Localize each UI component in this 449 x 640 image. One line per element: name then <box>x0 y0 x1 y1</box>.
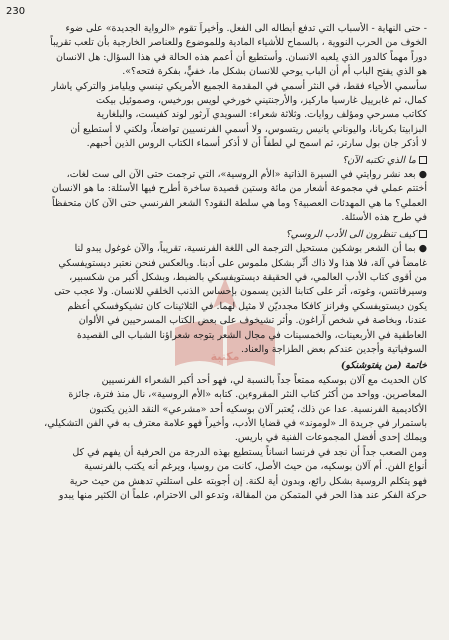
text-line: من أقوى كتاب الأدب العالمي، في الحقيقة ديستويفسكي بالضبط، وبشكل أكبر من شكسبير، <box>69 271 427 283</box>
text-line: أنواع الفن. أم آلان بوسكيه، من حيث الأصل، كانت من روسيا، ويرغم أنه يكتب بالفرنسية <box>84 461 427 473</box>
text-line: دوراً مهماً كالدور الذي يلعبه الانسان. وأستطيع أن أعمم هذه الحالة في هذا السؤال: هل الانسان <box>55 51 427 63</box>
page-body <box>20 22 427 636</box>
text-line: وسيرفانتس، وغوته، أثر على كتابنا الذين يسمون بإحساس الذنب الخلقي للانسان. ولا عجب حتى <box>54 286 427 298</box>
text-line: ككاتب مسرحي ومؤلف روايات. وثلاثة شعراء: السويدي آرثور لوند كفيست، والبلغارية <box>96 109 427 121</box>
text-line: العملي؟ ما هي المهدئات العصبية؟ وما هي سلطة النقود؟ الشعر الفرنسي حتى الآن كان متحفظاً <box>52 197 427 209</box>
question-heading: كيف تنظرون الى الأدب الروسي؟ <box>20 228 427 242</box>
text-line: لا أذكر جان بول سارتر، ثم اسمح لي لطفاً أن لا أذكر أسماء الكتاب الروس الذين أحبهم. <box>86 138 427 150</box>
text-line: كمال، ثم غابرييل غارسيا ماركيز، والأرجنتيني خورخي لويس بورخيس، وصموئيل بيكت <box>95 95 427 107</box>
text-line: يكون ديستويفسكي وفرانز كافكا مجدديّن لا مثيل لهما. في الثلاثينات كان تشيكوفسكي أعظم <box>67 300 427 312</box>
watermark-text: مكتبة <box>210 350 240 363</box>
text-line: ● بما أن الشعر بوشكين مستحيل الترجمة الى اللغة الفرنسية، تقريباً، والآن غوغول يبدو لنا <box>74 243 427 255</box>
text-line: البزابيتا بكريانا، واليوناني يانيس ريتسوس، ولا أسمي الفرنسيين تواضعاً، ولكني لا أستطيع أن <box>70 123 427 135</box>
square-bullet-icon <box>419 230 427 238</box>
text-line: حركة الفكر عند هذا الحر في المتمكن من المقالة، وتدعو الى الاحترام، علماً ان الكثير منها يبدو <box>58 490 427 501</box>
text-line: الخوف من الحرب النووية ، بالسماح للأشياء المادية وللموضوع وللعناصر الخارجية بأن تلعب تقريباً <box>50 37 427 49</box>
text-line: عندنا، وبخاصة في شخص آراغون. وأثر تشيخوف على بعض الكتاب المسرحيين في الألوان <box>78 315 427 327</box>
text-line: باستمرار في جريدة الـ «لوموند» في قضايا الأدب، وأخيراً فهو علامة معترف به في الفن التشكيلي، <box>44 417 427 429</box>
text-line: العاطفية في الأربعينات، والخمسينات في مجال الشعر يتوجه شعراؤنا الشباب الى القصيدة <box>76 329 427 341</box>
text-line: هو الذي يفتح الباب أم أن الباب يوحي للانسان بشكل ما، خفيٍّ، بفكرة فتحه؟». <box>122 66 427 78</box>
text-line: ● بعد نشر روايتي في السيرة الذاتية «الأم الروسية»، التي ترجمت حتى الآن الى ست لغات، <box>66 169 427 181</box>
text-line: ويملك إحدى أفضل المجموعات الفنية في باريس. <box>234 432 427 444</box>
square-bullet-icon <box>419 156 427 164</box>
text-line: - حتى النهاية - الأسباب التي تدفع أبطاله الى الفعل. وأخيراً تقوم «الرواية الجديدة» على ضوء <box>65 23 427 34</box>
question-heading: ما الذي تكتبه الآن؟ <box>20 154 427 168</box>
text-line: كان الحديث مع آلان بوسكيه ممتعاً جداً بالنسبة لي، فهو أحد أكبر الشعراء الفرنسيين <box>101 374 427 386</box>
text-line: المعاصرين. وواحد من أكثر كتاب النثر المقروءين. كتابه «الأم الروسية»، نال منذ فترة، جائزة <box>68 389 427 401</box>
text-line: سأسمي الأحياء فقط، في النثر أسمي في المقدمة الجميع الأمريكي تينسي ويليامز والتركي ياشار <box>51 80 427 92</box>
text-line: غامضاً في آلة، فلا هذا ولا ذاك أثّر بشكل ملموس على أدبنا. وبالعكس فنحن نعتبر ديستويفسكي <box>58 257 427 269</box>
text-line: ومن الصعب جداً أن نجد في فرنسا انساناً يستطيع بهذه الدرجة من الحرفية أن يفهم في كل <box>72 446 427 458</box>
text-line: الأكاديمية الفرنسية. عدا عن ذلك، يُعتبر آلان بوسكيه أحد «مشرعي» النقد الذين يكتبون <box>89 403 427 415</box>
text-line: في طرح هذه الأسئلة. <box>341 212 427 224</box>
text-line: السوفياتية وأجدين عندكم بعض الطزاجة والعناد. <box>240 343 427 355</box>
text-line: أختتم عملي في مجموعة أشعار من مائة وستين قصيدة ساخرة أطرح فيها الأسئلة: ما هو الانسان <box>51 183 427 195</box>
page-number: 230 <box>6 6 26 17</box>
text-line: فهو يتكلم الروسية بشكل رائع، وبدون أية لكنة. إن أجوبته على استلتي تدهش من حيث حرية <box>69 475 427 487</box>
section-heading: خاتمة (من يفتوشنكو) <box>340 360 427 372</box>
